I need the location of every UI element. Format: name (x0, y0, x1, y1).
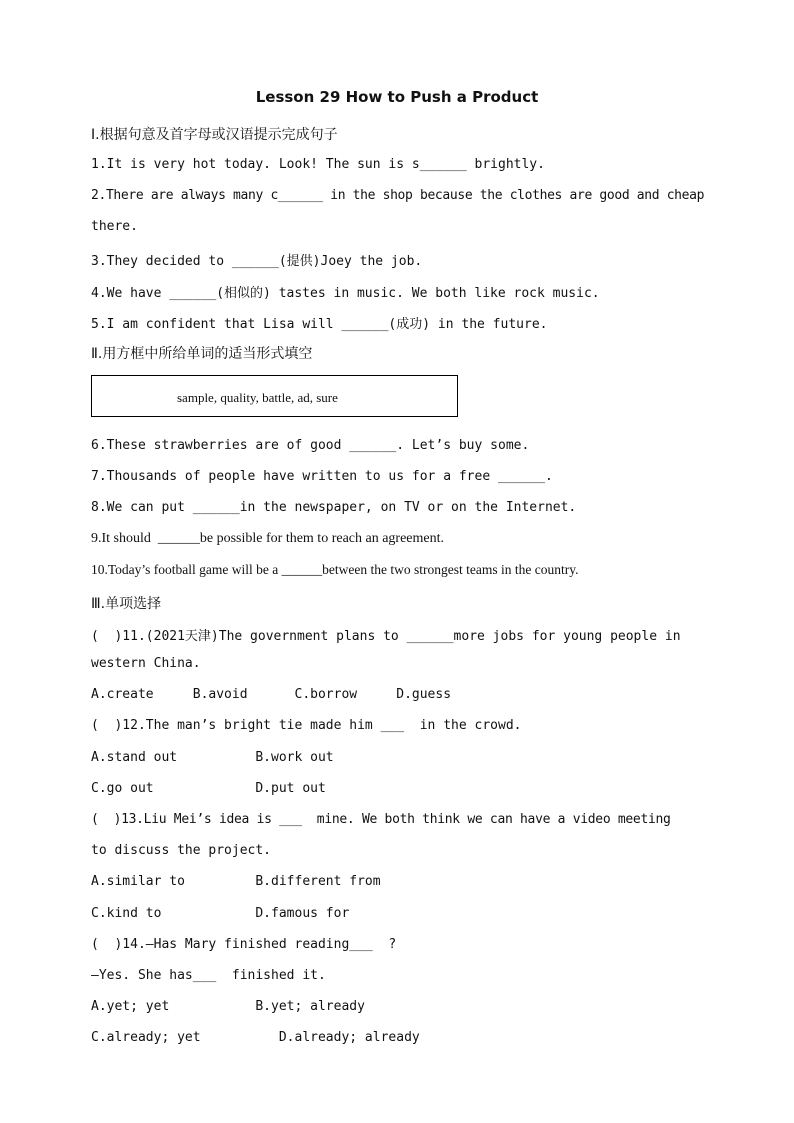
question-line: 7.Thousands of people have written to us for a free ______. (91, 469, 553, 484)
question-line: 3.They decided to ______(提供)Joey the job. (91, 254, 423, 269)
question-line: 4.We have ______(相似的) tastes in music. We both like rock music. (91, 286, 600, 301)
word-box-text: sample, quality, battle, ad, sure (177, 390, 338, 405)
answer-options: A.stand out B.work out (91, 750, 334, 765)
question-line: western China. (91, 656, 201, 671)
answer-options: A.create B.avoid C.borrow D.guess (91, 687, 452, 702)
answer-options: C.kind to D.famous for (91, 906, 350, 921)
answer-options: A.yet; yet B.yet; already (91, 999, 365, 1014)
question-line: 6.These strawberries are of good ______. Let’s buy some. (91, 438, 530, 453)
question-line: ( )12.The man’s bright tie made him ___ in the crowd. (91, 718, 522, 733)
question-line: ( )13.Liu Mei’s idea is ___ mine. We both think we can have a video meeting (91, 812, 671, 827)
question-line: —Yes. She has___ finished it. (91, 968, 326, 983)
answer-options: C.already; yet D.already; already (91, 1030, 420, 1045)
page-title: Lesson 29 How to Push a Product (255, 88, 539, 106)
question-line: 5.I am confident that Lisa will ______(成功) in the future. (91, 317, 548, 332)
answer-options: A.similar to B.different from (91, 874, 381, 889)
question-line: there. (91, 219, 138, 234)
question-line: 10.Today’s football game will be a ______between the two strongest teams in the country. (91, 562, 579, 577)
question-line: to discuss the project. (91, 843, 272, 858)
question-line: ( )14.—Has Mary finished reading___ ? (91, 937, 397, 952)
word-box (91, 375, 458, 417)
section-3-heading: Ⅲ.单项选择 (91, 596, 162, 612)
question-line: 1.It is very hot today. Look! The sun is s______ brightly. (91, 157, 545, 172)
question-line: 2.There are always many c______ in the shop because the clothes are good and cheap (91, 188, 705, 203)
question-line: 9.It should ______be possible for them to reach an agreement. (91, 531, 445, 546)
question-line: ( )11.(2021天津)The government plans to ______more jobs for young people in (91, 629, 681, 644)
question-line: 8.We can put ______in the newspaper, on TV or on the Internet. (91, 500, 577, 515)
section-1-heading: Ⅰ.根据句意及首字母或汉语提示完成句子 (91, 127, 338, 143)
section-2-heading: Ⅱ.用方框中所给单词的适当形式填空 (91, 346, 313, 362)
answer-options: C.go out D.put out (91, 781, 326, 796)
